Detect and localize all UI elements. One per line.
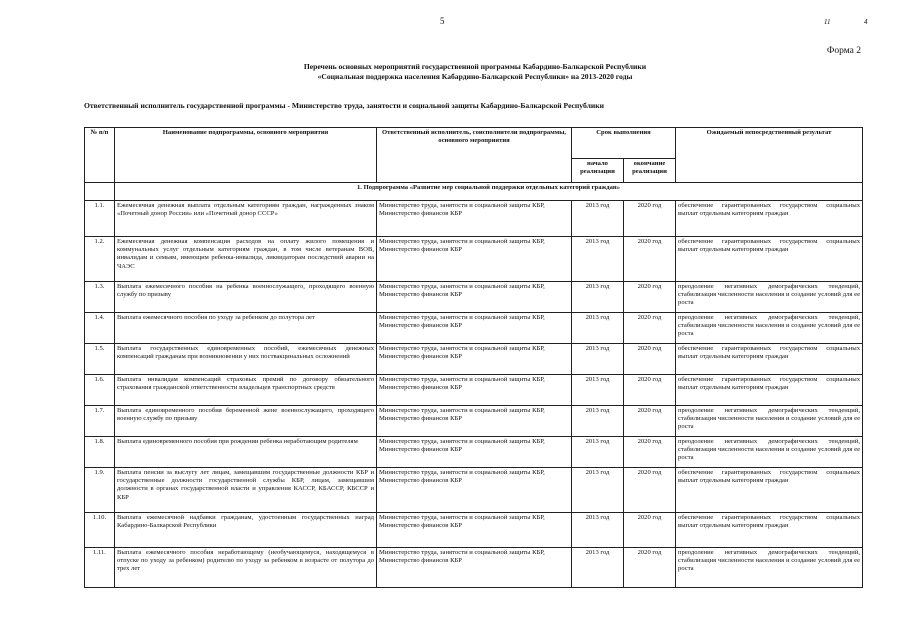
- row-start-year: 2013 год: [572, 344, 624, 375]
- row-measure-name: Выплата ежемесячного пособия неработающему (необучающемуся, находящемуся в отпуске по уходу за ребенком) родителю по уходу за ребенком в возрасте от полутора до трех лет: [115, 548, 377, 588]
- row-executor: Министерство труда, занятости и социальной защиты КБР, Министерство финансов КБР: [377, 406, 572, 437]
- responsible-executor-line: Ответственный исполнитель государственной программы - Министерство труда, занятости и социальной защиты Кабардино-Балкарской Республики: [84, 101, 604, 110]
- row-executor: Министерство труда, занятости и социальной защиты КБР, Министерство финансов КБР: [377, 344, 572, 375]
- row-end-year: 2020 год: [624, 375, 676, 406]
- form-label: Форма 2: [826, 46, 861, 56]
- row-executor: Министерство труда, занятости и социальной защиты КБР, Министерство финансов КБР: [377, 437, 572, 468]
- row-measure-name: Выплата ежемесячной надбавки гражданам, удостоенным государственных наград Кабардино-Балкарской Республики: [115, 513, 377, 548]
- row-measure-name: Выплата единовременного пособия беременной жене военнослужащего, проходящего военную службу по призыву: [115, 406, 377, 437]
- row-start-year: 2013 год: [572, 313, 624, 344]
- row-executor: Министерство труда, занятости и социальной защиты КБР, Министерство финансов КБР: [377, 282, 572, 313]
- row-executor: Министерство труда, занятости и социальной защиты КБР, Министерство финансов КБР: [377, 201, 572, 237]
- row-expected-result: преодоление негативных демографических тенденций, стабилизация численности населения и создание условий для ее роста: [676, 406, 863, 437]
- table-row: [85, 548, 863, 588]
- row-number: 1.8.: [85, 437, 115, 468]
- row-start-year: 2013 год: [572, 201, 624, 237]
- table-row: [85, 237, 863, 282]
- row-executor: Министерство труда, занятости и социальной защиты КБР, Министерство финансов КБР: [377, 468, 572, 513]
- row-number: 1.4.: [85, 313, 115, 344]
- row-end-year: 2020 год: [624, 437, 676, 468]
- row-expected-result: обеспечение гарантированных государством социальных выплат отдельным категориям граждан: [676, 468, 863, 513]
- table-header-row: [85, 128, 863, 159]
- row-end-year: 2020 год: [624, 313, 676, 344]
- row-expected-result: обеспечение гарантированных государством социальных выплат отдельным категориям граждан: [676, 237, 863, 282]
- section-num-cell: [85, 183, 115, 201]
- row-expected-result: обеспечение гарантированных государством социальных выплат отдельным категориям граждан: [676, 344, 863, 375]
- row-number: 1.5.: [85, 344, 115, 375]
- row-number: 1.10.: [85, 513, 115, 548]
- row-measure-name: Выплата ежемесячного пособия по уходу за ребенком до полутора лет: [115, 313, 377, 344]
- section-title: 1. Подпрограмма «Развитие мер социальной поддержки отдельных категорий граждан»: [115, 183, 863, 201]
- row-measure-name: Выплата пенсии за выслугу лет лицам, замещавшим государственные должности КБР и государственные должности государственной службы КБР, лицам, замещавшим должности в органах государственной власти и управления КАССР, КБАССР, КБССР и КБР: [115, 468, 377, 513]
- table-row: [85, 437, 863, 468]
- section-row: [85, 183, 863, 201]
- table-row: [85, 375, 863, 406]
- row-number: 1.1.: [85, 201, 115, 237]
- row-measure-name: Выплата единовременного пособия при рождении ребенка неработающим родителям: [115, 437, 377, 468]
- header-start: начало реализации: [572, 159, 624, 183]
- header-executor: Ответственный исполнитель, соисполнители подпрограммы, основного мероприятия: [377, 128, 572, 183]
- row-executor: Министерство труда, занятости и социальной защиты КБР, Министерство финансов КБР: [377, 548, 572, 588]
- row-measure-name: Выплата ежемесячного пособия на ребенка военнослужащего, проходящего военную службу по призыву: [115, 282, 377, 313]
- header-name: Наименование подпрограммы, основного мероприятия: [115, 128, 377, 183]
- row-number: 1.7.: [85, 406, 115, 437]
- row-start-year: 2013 год: [572, 406, 624, 437]
- page-number: 5: [440, 16, 445, 26]
- table-row: [85, 468, 863, 513]
- row-measure-name: Выплата государственных единовременных пособий, ежемесячных денежных компенсаций гражданам при возникновении у них поствакцинальных осложнений: [115, 344, 377, 375]
- row-start-year: 2013 год: [572, 237, 624, 282]
- table-row: [85, 344, 863, 375]
- header-term: Срок выполнения: [572, 128, 676, 159]
- table-row: [85, 406, 863, 437]
- row-end-year: 2020 год: [624, 344, 676, 375]
- row-measure-name: Выплата инвалидам компенсаций страховых премий по договору обязательного страхования гражданской ответственности владельцев транспортных средств: [115, 375, 377, 406]
- row-expected-result: обеспечение гарантированных государством социальных выплат отдельным категориям граждан: [676, 201, 863, 237]
- row-expected-result: обеспечение гарантированных государством социальных выплат отдельным категориям граждан: [676, 513, 863, 548]
- row-start-year: 2013 год: [572, 513, 624, 548]
- header-result: Ожидаемый непосредственный результат: [676, 128, 863, 183]
- row-number: 1.6.: [85, 375, 115, 406]
- row-expected-result: преодоление негативных демографических тенденций, стабилизация численности населения и создание условий для ее роста: [676, 282, 863, 313]
- row-number: 1.3.: [85, 282, 115, 313]
- row-expected-result: преодоление негативных демографических тенденций, стабилизация численности населения и создание условий для ее роста: [676, 548, 863, 588]
- row-start-year: 2013 год: [572, 548, 624, 588]
- row-executor: Министерство труда, занятости и социальной защиты КБР, Министерство финансов КБР: [377, 237, 572, 282]
- row-end-year: 2020 год: [624, 513, 676, 548]
- row-measure-name: Ежемесячная денежная компенсация расходов на оплату жилого помещения и коммунальных услуг отдельным категориям граждан, в том числе ветеранам ВОВ, инвалидам и семьям, имеющим ребенка-инвалида, ликвидаторам последствий аварии на ЧАЭС: [115, 237, 377, 282]
- table-row: [85, 513, 863, 548]
- row-start-year: 2013 год: [572, 282, 624, 313]
- row-end-year: 2020 год: [624, 282, 676, 313]
- table-row: [85, 201, 863, 237]
- header-num: № п/п: [85, 128, 115, 183]
- row-expected-result: обеспечение гарантированных государством социальных выплат отдельным категориям граждан: [676, 375, 863, 406]
- row-end-year: 2020 год: [624, 201, 676, 237]
- table-row: [85, 313, 863, 344]
- header-end: окончание реализации: [624, 159, 676, 183]
- row-expected-result: преодоление негативных демографических тенденций, стабилизация численности населения и создание условий для ее роста: [676, 313, 863, 344]
- corner-mark: 11: [824, 18, 831, 26]
- table-row: [85, 282, 863, 313]
- row-number: 1.11.: [85, 548, 115, 588]
- row-end-year: 2020 год: [624, 406, 676, 437]
- row-end-year: 2020 год: [624, 468, 676, 513]
- row-start-year: 2013 год: [572, 468, 624, 513]
- row-measure-name: Ежемесячная денежная выплата отдельным категориям граждан, награжденных знаком «Почетный донор России» или «Почетный донор СССР»: [115, 201, 377, 237]
- row-number: 1.9.: [85, 468, 115, 513]
- row-executor: Министерство труда, занятости и социальной защиты КБР, Министерство финансов КБР: [377, 513, 572, 548]
- row-number: 1.2.: [85, 237, 115, 282]
- row-end-year: 2020 год: [624, 237, 676, 282]
- document-title-line1: Перечень основных мероприятий государственной программы Кабардино-Балкарской Республики: [303, 62, 647, 71]
- row-start-year: 2013 год: [572, 437, 624, 468]
- corner-mark: 4: [864, 18, 868, 26]
- row-start-year: 2013 год: [572, 375, 624, 406]
- document-title-line2: «Социальная поддержка населения Кабардино-Балкарской Республики» на 2013-2020 годы: [317, 72, 633, 81]
- row-executor: Министерство труда, занятости и социальной защиты КБР, Министерство финансов КБР: [377, 375, 572, 406]
- row-executor: Министерство труда, занятости и социальной защиты КБР, Министерство финансов КБР: [377, 313, 572, 344]
- row-end-year: 2020 год: [624, 548, 676, 588]
- row-expected-result: преодоление негативных демографических тенденций, стабилизация численности населения и создание условий для ее роста: [676, 437, 863, 468]
- measures-table: [84, 127, 863, 588]
